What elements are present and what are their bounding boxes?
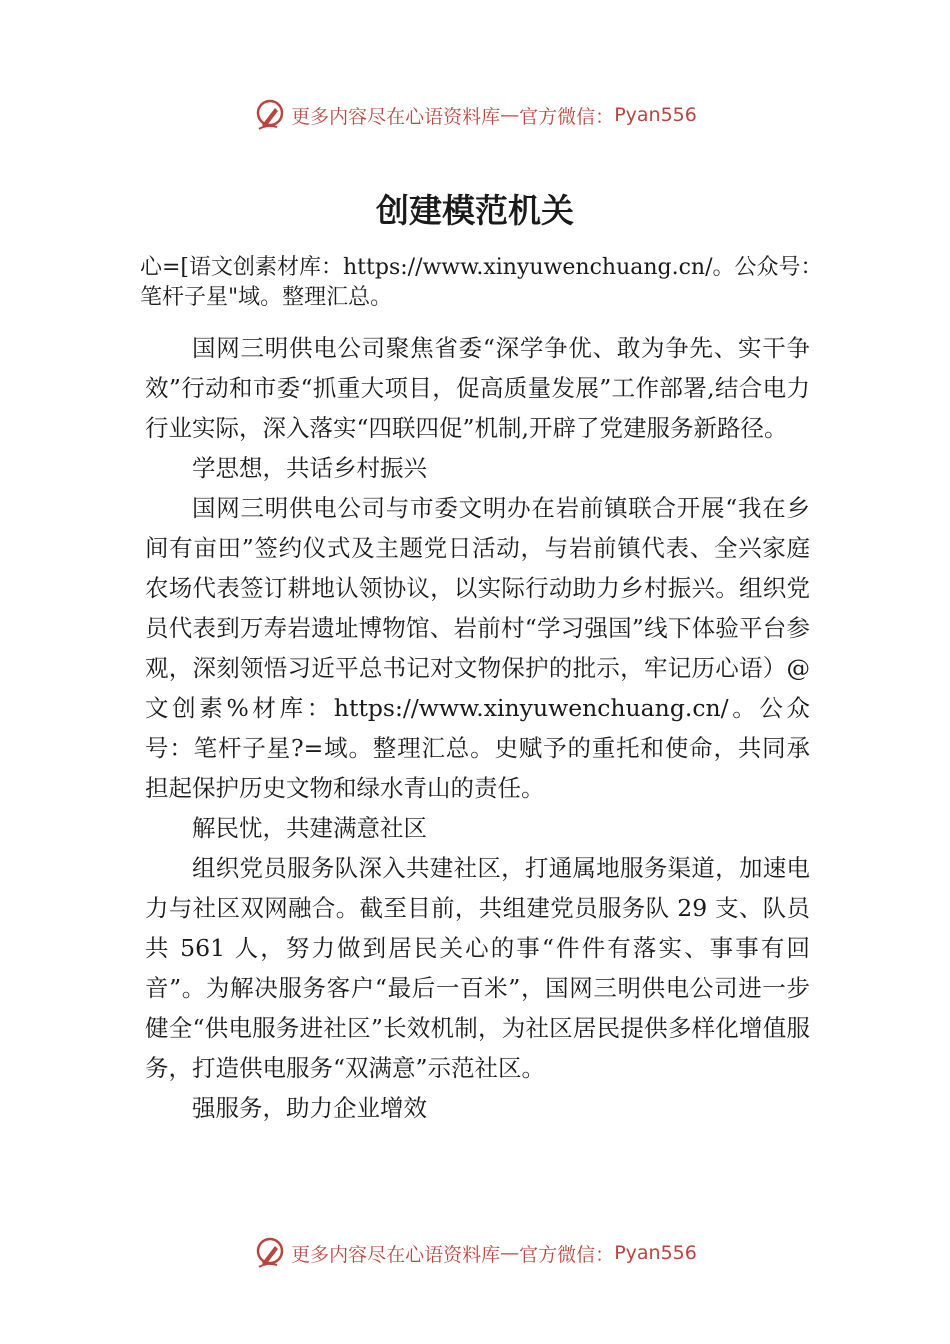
section-heading: 学思想，共话乡村振兴 <box>192 454 427 482</box>
paragraph: 国网三明供电公司聚焦省委“深学争优、敢为争先、实干争效”行动和市委“抓重大项目，促高质量发展”工作部署,结合电力行业实际，深入落实“四联四促”机制,开辟了党建服务新路径。 <box>145 334 810 442</box>
banner-wechat-label: 官方微信： <box>519 105 615 128</box>
article-body <box>145 328 810 1128</box>
banner-wechat-id: Pyan556 <box>614 1242 697 1264</box>
pen-logo-icon <box>253 1236 287 1270</box>
banner-separator: — <box>500 104 520 126</box>
header-banner <box>0 95 950 135</box>
section-heading: 解民忧，共建满意社区 <box>192 814 427 842</box>
page-title: 创建模范机关 <box>376 191 574 230</box>
banner-main-text: 更多内容尽在心语资料库 <box>291 105 501 128</box>
pen-logo-icon <box>253 98 287 132</box>
banner-main-text: 更多内容尽在心语资料库 <box>291 1243 501 1266</box>
source-line: 心=[语文创素材库：https://www.xinyuwenchuang.cn/。公众号：笔杆子星"域。整理汇总。 <box>140 255 823 310</box>
banner-wechat-label: 官方微信： <box>519 1243 615 1266</box>
section-heading: 强服务，助力企业增效 <box>192 1094 427 1122</box>
banner-separator: — <box>500 1242 520 1264</box>
banner-wechat-id: Pyan556 <box>614 104 697 126</box>
paragraph: 国网三明供电公司与市委文明办在岩前镇联合开展“我在乡间有亩田”签约仪式及主题党日活动，与岩前镇代表、全兴家庭农场代表签订耕地认领协议，以实际行动助力乡村振兴。组织党员代表到万寿岩遗址博物馆、岩前村“学习强国”线下体验平台参观，深刻领悟习近平总书记对文物保护的批示，牢记历心语）@文创素%材库：https://www.xinyuwenchuang.cn/。公众号：笔杆子星?=域。整理汇总。史赋予的重托和使命，共同承担起保护历史文物和绿水青山的责任。 <box>145 494 810 802</box>
paragraph: 组织党员服务队深入共建社区，打通属地服务渠道，加速电力与社区双网融合。截至目前，共组建党员服务队 29 支、队员共 561 人，努力做到居民关心的事“件件有落实、事事有回音”。为解决服务客户“最后一百米”，国网三明供电公司进一步健全“供电服务进社区”长效机制，为社区居民提供多样化增值服务，打造供电服务“双满意”示范社区。 <box>145 854 810 1082</box>
footer-banner <box>0 1233 950 1273</box>
